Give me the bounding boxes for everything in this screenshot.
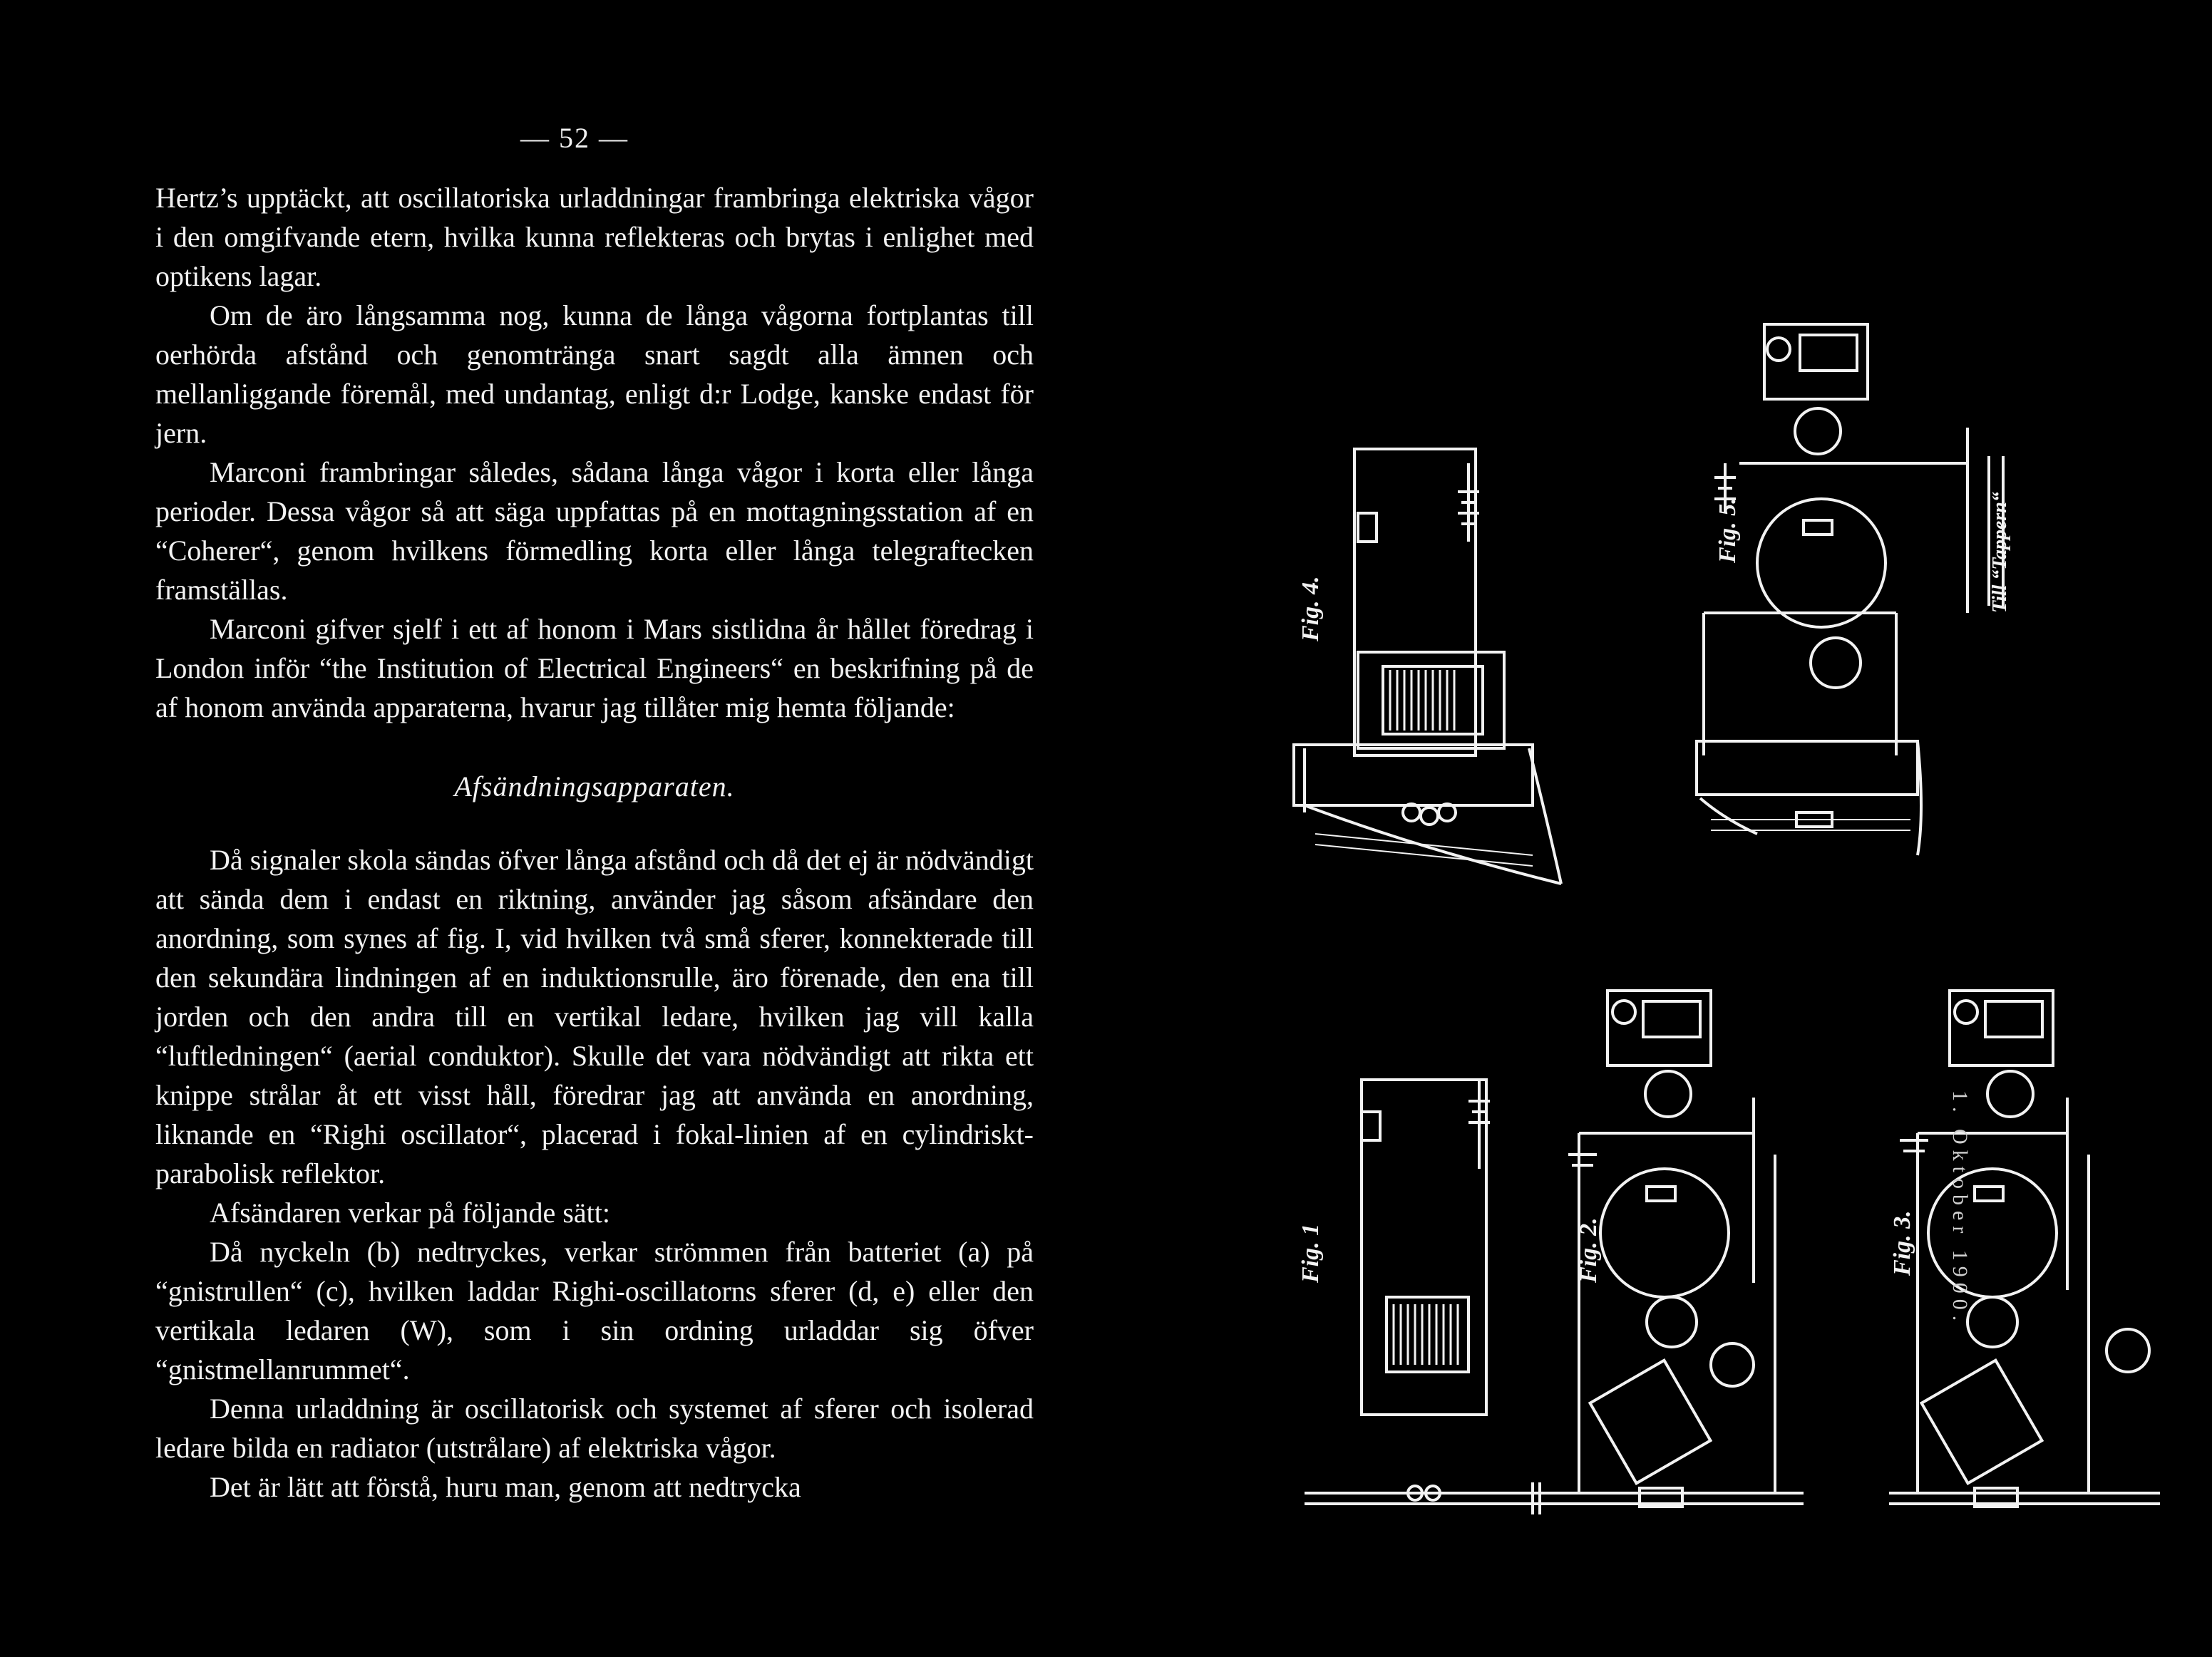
fig5-caption: Fig. 5. [1714,497,1741,563]
paragraph: Afsändaren verkar på följande sätt: [210,1197,610,1229]
paragraph: Hertz’s upptäckt, att oscillatoriska urladdningar frambringa elektriska vågor i den omgifvande etern, hvilka kunna reflekteras och brytas i enlighet med optikens lagar. [155,182,1034,292]
paragraph: Det är lätt att förstå, huru man, genom att nedtrycka [210,1471,801,1503]
paragraph: Då signaler skola sändas öfver långa afstånd och då det ej är nödvändigt att sända dem i endast en riktning, använder jag såsom afsändare den anordning, som synes af fig. I, vid hvilken två små sferer, konnekterade till den sekundära lindningen af en induktionsrulle, äro förenade, den ena till jorden och den andra till en vertikal ledare, hvilken jag vill kalla “luftledningen“ (aerial conduktor). Skulle det vara nödvändigt att rikta ett knippe strålar åt ett visst håll, föredrar jag att använda en anordning, liknande en “Righi oscillator“, placerad i fokal-linien af en cylindriskt-parabolisk reflektor. [155,844,1034,1189]
paragraph: Denna urladdning är oscillatorisk och systemet af sferer och isolerad ledare bilda en radiator (utstrålare) af elektriska vågor. [155,1393,1034,1464]
fig4-caption: Fig. 4. [1297,576,1324,641]
fig3-caption: Fig. 3. [1889,1210,1915,1276]
paragraph: Marconi gifver sjelf i ett af honom i Mars sistlidna år hållet föredrag i London inför “the Institution of Electrical Engineers“ en beskrifning på de af honom använda apparaterna, hvarur jag tillåter mig hemta följande: [155,613,1034,723]
margin-edge-text: 1. Oktober 1900. [1948,1090,1972,1327]
fig3-diagram [1889,991,2160,1507]
paragraph: Om de äro långsamma nog, kunna de långa vågorna fortplantas till oerhörda afstånd och genomtränga snart sagdt alla ämnen och mellanliggande föremål, med undantag, enligt d:r Lodge, kanske endast för jern. [155,299,1034,449]
section-heading: Afsändningsapparaten. [454,770,735,802]
paragraph: Då nyckeln (b) nedtryckes, verkar strömmen från batteriet (a) på “gnistrullen“ (c), hvilken laddar Righi-oscillatorns sferer (d, e) eller den vertikala ledaren (W), som i sin ordning urladdar sig öfver “gnistmellanrummet“. [155,1236,1034,1385]
fig4-diagram [1294,449,1561,884]
fig2-caption: Fig. 2. [1575,1217,1602,1283]
fig1-diagram [1305,1080,1558,1514]
fig1-caption: Fig. 1 [1297,1223,1324,1283]
page-number: — 52 — [520,122,629,154]
paragraph: Marconi frambringar således, sådana långa vågor i korta eller långa perioder. Dessa vågor så att säga uppfattas på en mottagningsstation af en “Coherer“, genom hvilkens förmedling korta eller långa telegraftecken framställas. [155,456,1034,606]
fig5-tappern-label: Till “Tappern“ [1989,492,2011,613]
fig5-diagram [1697,324,2003,855]
